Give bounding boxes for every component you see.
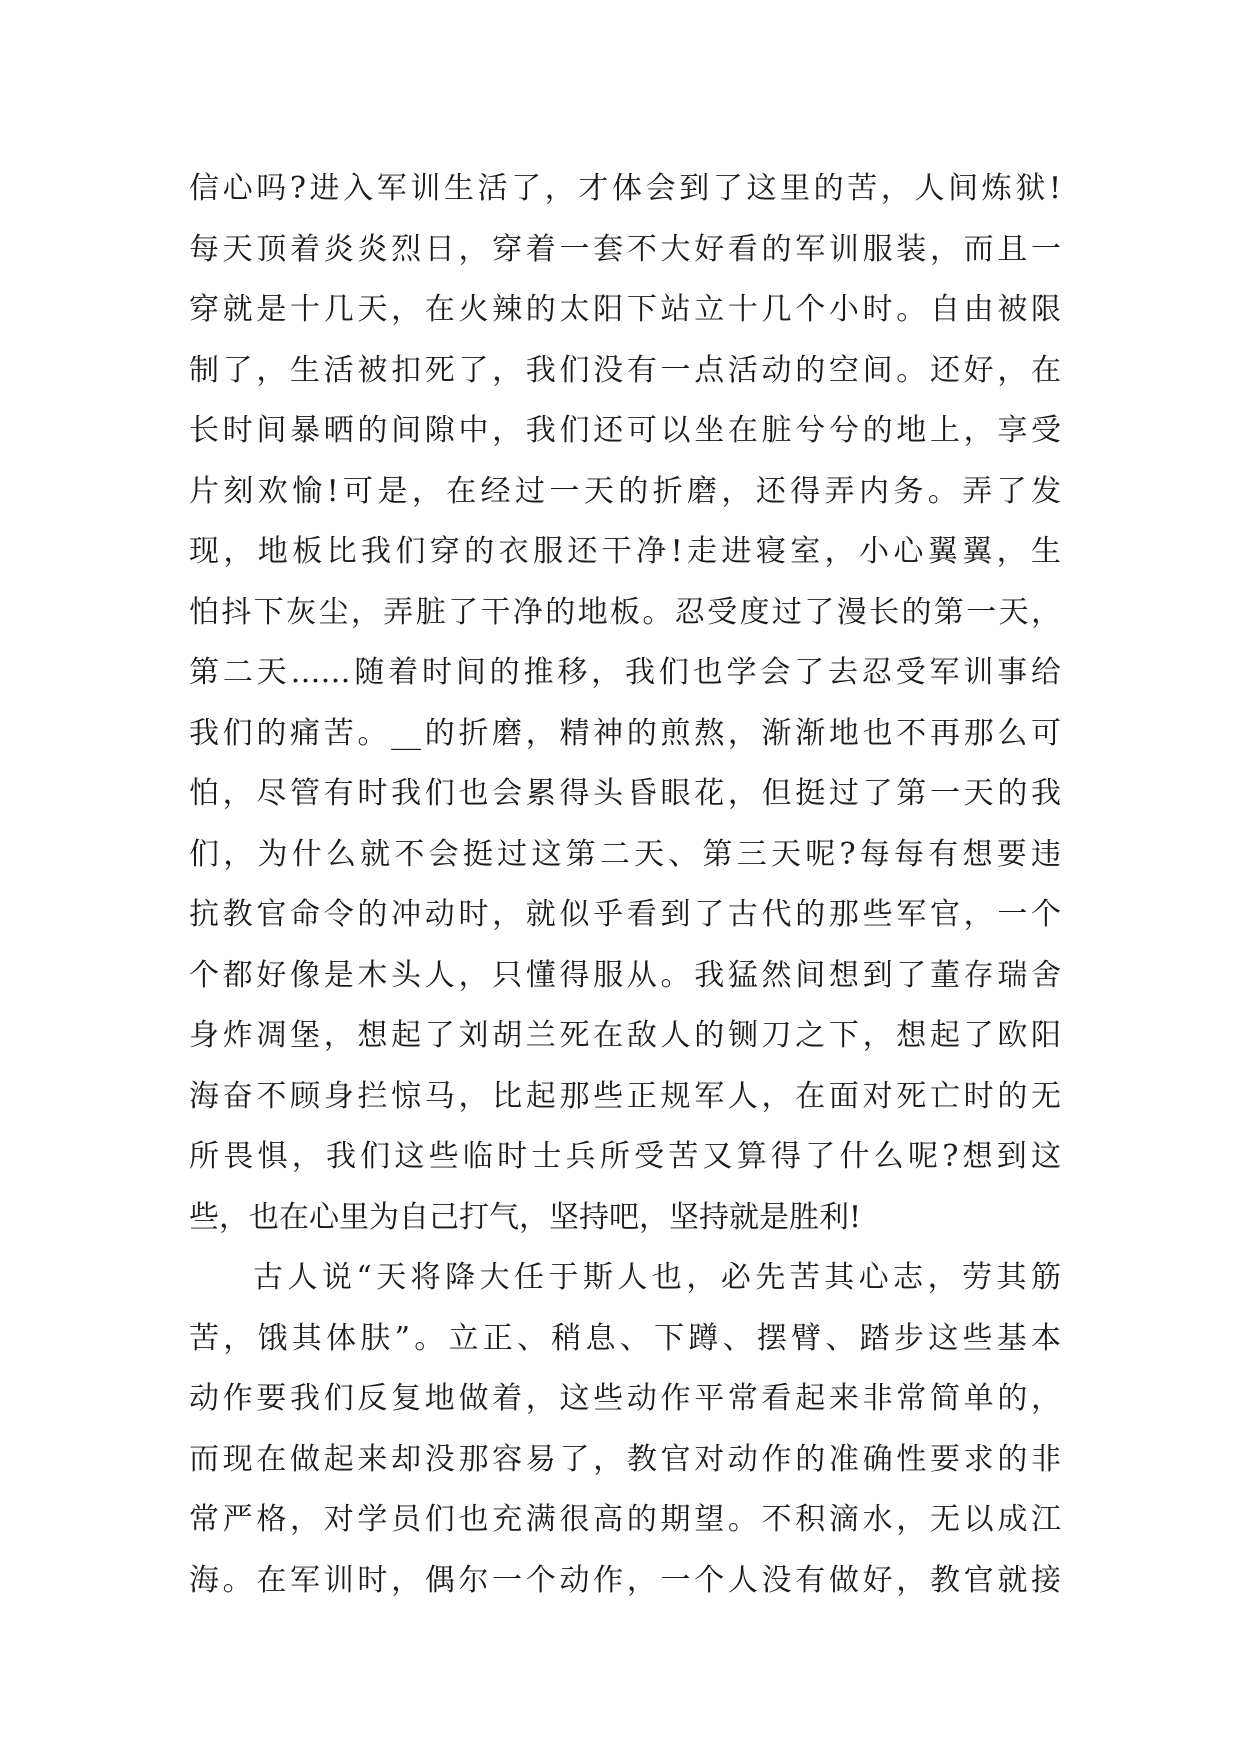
text-line: 身炸凋堡，想起了刘胡兰死在敌人的铡刀之下，想起了欧阳 [189,1018,1061,1053]
text-line: 第二天……随着时间的推移，我们也学会了去忍受军训事给 [189,655,1061,690]
text-line: 些，也在心里为自己打气，坚持吧，坚持就是胜利! [189,1199,862,1235]
text-line: 海奋不顾身拦惊马，比起那些正规军人，在面对死亡时的无 [189,1078,1061,1114]
text-line: 所畏惧，我们这些临时士兵所受苦又算得了什么呢?想到这 [189,1139,1061,1174]
text-line: 怕抖下灰尘，弄脏了干净的地板。忍受度过了漫长的第一天， [189,594,1061,630]
text-line: 每天顶着炎炎烈日，穿着一套不大好看的军训服装，而且一 [189,231,1061,267]
text-line: 制了，生活被扣死了，我们没有一点活动的空间。还好，在 [189,352,1061,388]
text-line: 现，地板比我们穿的衣服还干净!走进寝室，小心翼翼，生 [189,534,1061,569]
text-line: 抗教官命令的冲动时，就似乎看到了古代的那些军官，一个 [189,897,1061,932]
text-line: 片刻欢愉!可是，在经过一天的折磨，还得弄内务。弄了发 [189,473,1061,509]
text-line: 古人说“天将降大任于斯人也，必先苦其心志，劳其筋 [253,1260,1061,1295]
text-line: 怕，尽管有时我们也会累得头昏眼花，但挺过了第一天的我 [189,776,1061,811]
text-line: 们，为什么就不会挺过这第二天、第三天呢?每每有想要违 [189,836,1061,872]
text-line: 穿就是十几天，在火辣的太阳下站立十几个小时。自由被限 [189,292,1061,327]
body-text [189,159,1061,1611]
text-line: 海。在军训时，偶尔一个动作，一个人没有做好，教官就接 [189,1562,1061,1598]
text-line: 长时间暴晒的间隙中，我们还可以坐在脏兮兮的地上，享受 [189,413,1061,448]
text-line: 我们的痛苦。__的折磨，精神的煎熬，渐渐地也不再那么可 [189,715,1061,751]
text-line: 动作要我们反复地做着，这些动作平常看起来非常简单的， [189,1381,1061,1416]
text-line: 常严格，对学员们也充满很高的期望。不积滴水，无以成江 [189,1502,1061,1537]
text-line: 个都好像是木头人，只懂得服从。我猛然间想到了董存瑞舍 [189,957,1061,993]
text-line: 苦，饿其体肤”。立正、稍息、下蹲、摆臂、踏步这些基本 [189,1320,1061,1356]
text-line: 而现在做起来却没那容易了，教官对动作的准确性要求的非 [189,1441,1061,1477]
text-line: 信心吗?进入军训生活了，才体会到了这里的苦，人间炼狱! [189,171,1061,206]
